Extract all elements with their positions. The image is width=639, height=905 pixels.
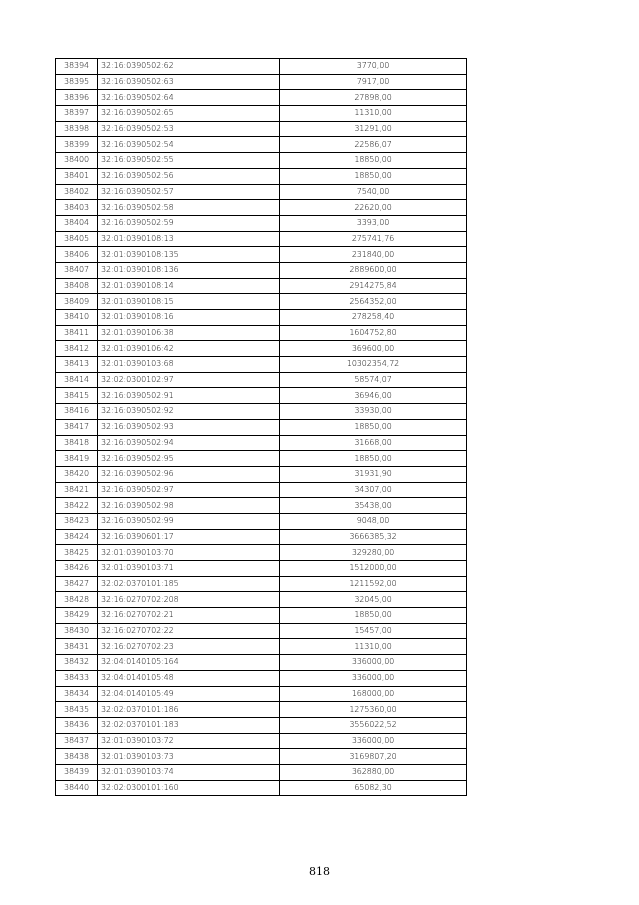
table-row bbox=[56, 106, 467, 122]
table-row bbox=[56, 686, 467, 702]
cadastral-value-cell: 36946,00 bbox=[280, 388, 467, 404]
cadastral-value-cell: 35438,00 bbox=[280, 498, 467, 514]
cadastral-number-cell: 32:01:0390108:13 bbox=[98, 231, 280, 247]
table-row bbox=[56, 733, 467, 749]
cadastral-value-cell: 329280,00 bbox=[280, 545, 467, 561]
cadastral-number-cell: 32:16:0390502:92 bbox=[98, 404, 280, 420]
cadastral-number-cell: 32:01:0390106:38 bbox=[98, 325, 280, 341]
table-row bbox=[56, 74, 467, 90]
cadastral-number-cell: 32:01:0390103:72 bbox=[98, 733, 280, 749]
row-number-cell: 38415 bbox=[56, 388, 98, 404]
row-number-cell: 38413 bbox=[56, 357, 98, 373]
table-row bbox=[56, 168, 467, 184]
table-row bbox=[56, 200, 467, 216]
row-number-cell: 38407 bbox=[56, 262, 98, 278]
cadastral-number-cell: 32:16:0390502:99 bbox=[98, 513, 280, 529]
table-row bbox=[56, 153, 467, 169]
cadastral-number-cell: 32:01:0390103:71 bbox=[98, 561, 280, 577]
cadastral-value-cell: 11310,00 bbox=[280, 106, 467, 122]
cadastral-number-cell: 32:04:0140105:49 bbox=[98, 686, 280, 702]
cadastral-value-cell: 3169807,20 bbox=[280, 749, 467, 765]
cadastral-number-cell: 32:16:0390502:59 bbox=[98, 215, 280, 231]
table-row bbox=[56, 702, 467, 718]
cadastral-value-cell: 22586,07 bbox=[280, 137, 467, 153]
row-number-cell: 38440 bbox=[56, 780, 98, 796]
table-row bbox=[56, 215, 467, 231]
table-row bbox=[56, 59, 467, 75]
row-number-cell: 38404 bbox=[56, 215, 98, 231]
table-row bbox=[56, 231, 467, 247]
table-row bbox=[56, 529, 467, 545]
row-number-cell: 38401 bbox=[56, 168, 98, 184]
cadastral-number-cell: 32:01:0390103:68 bbox=[98, 357, 280, 373]
row-number-cell: 38421 bbox=[56, 482, 98, 498]
cadastral-number-cell: 32:02:0370101:186 bbox=[98, 702, 280, 718]
table-row bbox=[56, 498, 467, 514]
cadastral-value-cell: 31668,00 bbox=[280, 435, 467, 451]
cadastral-number-cell: 32:16:0390502:91 bbox=[98, 388, 280, 404]
cadastral-number-cell: 32:01:0390108:15 bbox=[98, 294, 280, 310]
cadastral-number-cell: 32:16:0390502:96 bbox=[98, 466, 280, 482]
cadastral-number-cell: 32:16:0270702:21 bbox=[98, 608, 280, 624]
row-number-cell: 38425 bbox=[56, 545, 98, 561]
table-row bbox=[56, 764, 467, 780]
row-number-cell: 38428 bbox=[56, 592, 98, 608]
cadastral-value-cell: 336000,00 bbox=[280, 655, 467, 671]
cadastral-value-cell: 369600,00 bbox=[280, 341, 467, 357]
table-row bbox=[56, 404, 467, 420]
row-number-cell: 38436 bbox=[56, 717, 98, 733]
cadastral-number-cell: 32:01:0390103:73 bbox=[98, 749, 280, 765]
table-row bbox=[56, 247, 467, 263]
cadastral-value-cell: 168000,00 bbox=[280, 686, 467, 702]
table-body bbox=[56, 59, 467, 796]
cadastral-value-cell: 3393,00 bbox=[280, 215, 467, 231]
cadastral-value-cell: 7917,00 bbox=[280, 74, 467, 90]
cadastral-value-cell: 65082,30 bbox=[280, 780, 467, 796]
row-number-cell: 38406 bbox=[56, 247, 98, 263]
cadastral-value-cell: 336000,00 bbox=[280, 733, 467, 749]
table-row bbox=[56, 184, 467, 200]
table-row bbox=[56, 294, 467, 310]
row-number-cell: 38426 bbox=[56, 561, 98, 577]
row-number-cell: 38438 bbox=[56, 749, 98, 765]
cadastral-number-cell: 32:16:0270702:208 bbox=[98, 592, 280, 608]
cadastral-number-cell: 32:16:0390502:53 bbox=[98, 121, 280, 137]
cadastral-value-cell: 1211592,00 bbox=[280, 576, 467, 592]
cadastral-value-cell: 1275360,00 bbox=[280, 702, 467, 718]
cadastral-value-cell: 278258,40 bbox=[280, 310, 467, 326]
table-row bbox=[56, 388, 467, 404]
cadastral-value-cell: 1604752,80 bbox=[280, 325, 467, 341]
row-number-cell: 38419 bbox=[56, 451, 98, 467]
table-row bbox=[56, 310, 467, 326]
table-row bbox=[56, 466, 467, 482]
cadastral-value-cell: 15457,00 bbox=[280, 623, 467, 639]
cadastral-value-cell: 2889600,00 bbox=[280, 262, 467, 278]
row-number-cell: 38420 bbox=[56, 466, 98, 482]
cadastral-number-cell: 32:04:0140105:164 bbox=[98, 655, 280, 671]
cadastral-number-cell: 32:02:0370101:183 bbox=[98, 717, 280, 733]
cadastral-value-cell: 3666385,32 bbox=[280, 529, 467, 545]
cadastral-value-cell: 2564352,00 bbox=[280, 294, 467, 310]
cadastral-number-cell: 32:01:0390108:136 bbox=[98, 262, 280, 278]
cadastral-number-cell: 32:01:0390108:14 bbox=[98, 278, 280, 294]
table-row bbox=[56, 592, 467, 608]
cadastral-number-cell: 32:16:0390502:55 bbox=[98, 153, 280, 169]
row-number-cell: 38408 bbox=[56, 278, 98, 294]
row-number-cell: 38396 bbox=[56, 90, 98, 106]
row-number-cell: 38414 bbox=[56, 372, 98, 388]
cadastral-value-cell: 18850,00 bbox=[280, 451, 467, 467]
row-number-cell: 38437 bbox=[56, 733, 98, 749]
cadastral-number-cell: 32:16:0390502:63 bbox=[98, 74, 280, 90]
cadastral-number-cell: 32:16:0390502:64 bbox=[98, 90, 280, 106]
cadastral-value-cell: 27898,00 bbox=[280, 90, 467, 106]
row-number-cell: 38394 bbox=[56, 59, 98, 75]
table-row bbox=[56, 623, 467, 639]
row-number-cell: 38417 bbox=[56, 419, 98, 435]
cadastral-number-cell: 32:01:0390103:70 bbox=[98, 545, 280, 561]
cadastral-number-cell: 32:16:0390502:97 bbox=[98, 482, 280, 498]
page-number: 818 bbox=[309, 865, 330, 878]
cadastral-value-table bbox=[55, 58, 467, 796]
row-number-cell: 38422 bbox=[56, 498, 98, 514]
cadastral-number-cell: 32:16:0390502:65 bbox=[98, 106, 280, 122]
row-number-cell: 38430 bbox=[56, 623, 98, 639]
table-row bbox=[56, 749, 467, 765]
cadastral-number-cell: 32:16:0390502:58 bbox=[98, 200, 280, 216]
cadastral-value-cell: 9048,00 bbox=[280, 513, 467, 529]
table-row bbox=[56, 780, 467, 796]
table-row bbox=[56, 608, 467, 624]
row-number-cell: 38395 bbox=[56, 74, 98, 90]
row-number-cell: 38429 bbox=[56, 608, 98, 624]
cadastral-value-cell: 275741,76 bbox=[280, 231, 467, 247]
cadastral-value-cell: 1512000,00 bbox=[280, 561, 467, 577]
cadastral-number-cell: 32:16:0270702:22 bbox=[98, 623, 280, 639]
cadastral-value-cell: 362880,00 bbox=[280, 764, 467, 780]
table-row bbox=[56, 137, 467, 153]
table-row bbox=[56, 639, 467, 655]
row-number-cell: 38433 bbox=[56, 670, 98, 686]
table-row bbox=[56, 372, 467, 388]
cadastral-number-cell: 32:16:0390502:98 bbox=[98, 498, 280, 514]
cadastral-number-cell: 32:16:0390502:95 bbox=[98, 451, 280, 467]
table-row bbox=[56, 451, 467, 467]
row-number-cell: 38409 bbox=[56, 294, 98, 310]
row-number-cell: 38424 bbox=[56, 529, 98, 545]
table-row bbox=[56, 482, 467, 498]
row-number-cell: 38418 bbox=[56, 435, 98, 451]
cadastral-value-cell: 10302354,72 bbox=[280, 357, 467, 373]
cadastral-value-cell: 11310,00 bbox=[280, 639, 467, 655]
cadastral-number-cell: 32:16:0390502:62 bbox=[98, 59, 280, 75]
table-row bbox=[56, 121, 467, 137]
row-number-cell: 38405 bbox=[56, 231, 98, 247]
table-row bbox=[56, 655, 467, 671]
cadastral-value-cell: 18850,00 bbox=[280, 153, 467, 169]
cadastral-value-cell: 31291,00 bbox=[280, 121, 467, 137]
cadastral-value-cell: 32045,00 bbox=[280, 592, 467, 608]
table-row bbox=[56, 90, 467, 106]
row-number-cell: 38435 bbox=[56, 702, 98, 718]
table-row bbox=[56, 670, 467, 686]
cadastral-number-cell: 32:16:0390601:17 bbox=[98, 529, 280, 545]
row-number-cell: 38398 bbox=[56, 121, 98, 137]
row-number-cell: 38427 bbox=[56, 576, 98, 592]
row-number-cell: 38402 bbox=[56, 184, 98, 200]
cadastral-number-cell: 32:02:0300101:160 bbox=[98, 780, 280, 796]
cadastral-value-cell: 2914275,84 bbox=[280, 278, 467, 294]
cadastral-number-cell: 32:16:0390502:54 bbox=[98, 137, 280, 153]
row-number-cell: 38397 bbox=[56, 106, 98, 122]
table-row bbox=[56, 435, 467, 451]
cadastral-value-cell: 3556022,52 bbox=[280, 717, 467, 733]
cadastral-value-cell: 18850,00 bbox=[280, 608, 467, 624]
cadastral-number-cell: 32:02:0300102:97 bbox=[98, 372, 280, 388]
cadastral-number-cell: 32:01:0390108:16 bbox=[98, 310, 280, 326]
cadastral-number-cell: 32:16:0390502:94 bbox=[98, 435, 280, 451]
cadastral-value-cell: 7540,00 bbox=[280, 184, 467, 200]
table-row bbox=[56, 341, 467, 357]
cadastral-value-cell: 231840,00 bbox=[280, 247, 467, 263]
cadastral-number-cell: 32:01:0390108:135 bbox=[98, 247, 280, 263]
cadastral-value-cell: 31931,90 bbox=[280, 466, 467, 482]
cadastral-value-cell: 22620,00 bbox=[280, 200, 467, 216]
cadastral-number-cell: 32:01:0390103:74 bbox=[98, 764, 280, 780]
cadastral-number-cell: 32:16:0390502:57 bbox=[98, 184, 280, 200]
table-row bbox=[56, 419, 467, 435]
cadastral-number-cell: 32:02:0370101:185 bbox=[98, 576, 280, 592]
row-number-cell: 38410 bbox=[56, 310, 98, 326]
row-number-cell: 38439 bbox=[56, 764, 98, 780]
row-number-cell: 38399 bbox=[56, 137, 98, 153]
cadastral-value-cell: 3770,00 bbox=[280, 59, 467, 75]
row-number-cell: 38412 bbox=[56, 341, 98, 357]
cadastral-number-cell: 32:16:0390502:93 bbox=[98, 419, 280, 435]
row-number-cell: 38416 bbox=[56, 404, 98, 420]
row-number-cell: 38434 bbox=[56, 686, 98, 702]
cadastral-value-cell: 34307,00 bbox=[280, 482, 467, 498]
table-row bbox=[56, 561, 467, 577]
row-number-cell: 38432 bbox=[56, 655, 98, 671]
table-row bbox=[56, 545, 467, 561]
table-row bbox=[56, 262, 467, 278]
cadastral-number-cell: 32:16:0390502:56 bbox=[98, 168, 280, 184]
row-number-cell: 38431 bbox=[56, 639, 98, 655]
cadastral-value-cell: 336000,00 bbox=[280, 670, 467, 686]
cadastral-number-cell: 32:04:0140105:48 bbox=[98, 670, 280, 686]
cadastral-number-cell: 32:01:0390106:42 bbox=[98, 341, 280, 357]
cadastral-value-cell: 18850,00 bbox=[280, 419, 467, 435]
cadastral-value-cell: 18850,00 bbox=[280, 168, 467, 184]
table-row bbox=[56, 717, 467, 733]
row-number-cell: 38411 bbox=[56, 325, 98, 341]
table-row bbox=[56, 278, 467, 294]
cadastral-value-cell: 58574,07 bbox=[280, 372, 467, 388]
row-number-cell: 38423 bbox=[56, 513, 98, 529]
table-row bbox=[56, 325, 467, 341]
table-row bbox=[56, 576, 467, 592]
row-number-cell: 38403 bbox=[56, 200, 98, 216]
table-row bbox=[56, 357, 467, 373]
row-number-cell: 38400 bbox=[56, 153, 98, 169]
cadastral-value-cell: 33930,00 bbox=[280, 404, 467, 420]
table-row bbox=[56, 513, 467, 529]
cadastral-number-cell: 32:16:0270702:23 bbox=[98, 639, 280, 655]
